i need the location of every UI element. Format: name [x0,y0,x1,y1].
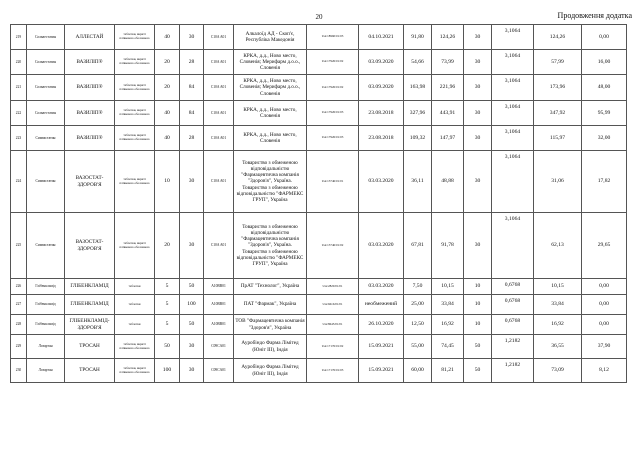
dosage-form-cell: таблетки, вкриті плівковою оболонкою [115,75,155,101]
pack-size-cell: 84 [180,101,204,126]
dose-cell: 5 [155,295,180,315]
pack-size-cell: 30 [180,335,204,359]
dosage-form-cell: таблетки, вкриті плівковою оболонкою [115,25,155,50]
dose-cell: 40 [155,25,180,50]
table-row [11,279,627,295]
registration-date-cell: 03.09.2020 [359,75,404,101]
retail-price-cell: 443,91 [432,101,464,126]
wholesale-price-cell: 109,32 [404,126,432,151]
reimbursement-rate-cell: 1,2182 [492,359,534,383]
registration-date-cell: 03.03.2020 [359,151,404,213]
atc-code-cell: C10A A01 [204,213,234,279]
wholesale-price-cell: 55,00 [404,335,432,359]
reimbursement-amount-cell: 31,06 [534,151,582,213]
inn-name-cell: Симвастатин [27,213,65,279]
manufacturer-cell: Ауробіндо Фарма Лімітед (Юніт III), Індія [234,335,307,359]
registration-number-cell: UA/17176/01/03 [307,359,359,383]
row-number-cell: 223 [11,126,27,151]
reimbursement-rate-cell: 3,1064 [492,126,534,151]
table-row [11,50,627,75]
atc-code-cell: C10A A01 [204,101,234,126]
dosage-form-cell: таблетки, вкриті плівковою оболонкою [115,101,155,126]
dosage-form-cell: таблетки, вкриті плівковою оболонкою [115,335,155,359]
reimbursement-rate-cell: 3,1064 [492,151,534,213]
manufacturer-cell: Ауробіндо Фарма Лімітед (Юніт III), Індія [234,359,307,383]
registration-date-cell: необмежений [359,295,404,315]
table-row [11,213,627,279]
registration-date-cell: 04.10.2021 [359,25,404,50]
dosage-form-cell: таблетки, вкриті плівковою оболонкою [115,213,155,279]
reimbursement-rate-cell: 3,1064 [492,213,534,279]
reimbursement-amount-cell: 33,84 [534,295,582,315]
inn-name-cell: Лозартан [27,359,65,383]
pack-size-cell: 30 [180,151,204,213]
trade-name-cell: ГЛІБЕНКЛАМІД [65,279,115,295]
registration-number-cell: UA/17926/01/03 [307,126,359,151]
markup-percent-cell: 30 [464,151,492,213]
registration-date-cell: 15.09.2021 [359,335,404,359]
trade-name-cell: ТРОСАН [65,359,115,383]
dose-cell: 50 [155,335,180,359]
wholesale-price-cell: 25,00 [404,295,432,315]
dose-cell: 40 [155,126,180,151]
copayment-amount-cell: 17,82 [582,151,627,213]
pack-size-cell: 28 [180,126,204,151]
registration-date-cell: 26.10.2020 [359,315,404,335]
atc-code-cell: A10BB01 [204,295,234,315]
registration-number-cell: UA/13746/01/02 [307,213,359,279]
wholesale-price-cell: 67,81 [404,213,432,279]
retail-price-cell: 221,96 [432,75,464,101]
inn-name-cell: Сольвестатин [27,101,65,126]
inn-name-cell: Симвастатин [27,151,65,213]
manufacturer-cell: КРКА, д.д., Ново место, Словенія [234,126,307,151]
dosage-form-cell: таблетки, вкриті плівковою оболонкою [115,126,155,151]
registration-number-cell: UA/6616/01/01 [307,295,359,315]
pack-size-cell: 30 [180,213,204,279]
trade-name-cell: ВАЗОСТАТ-ЗДОРОВ'Я [65,151,115,213]
reimbursement-rate-cell: 0,6768 [492,295,534,315]
wholesale-price-cell: 91,80 [404,25,432,50]
page-number: 20 [315,13,323,21]
table-row [11,151,627,213]
inn-name-cell: Симвастатин [27,126,65,151]
reimbursement-amount-cell: 124,26 [534,25,582,50]
pack-size-cell: 50 [180,315,204,335]
trade-name-cell: АЛЛЕСТАЙ [65,25,115,50]
reimbursement-rate-cell: 3,1064 [492,101,534,126]
wholesale-price-cell: 36,11 [404,151,432,213]
registration-date-cell: 03.03.2020 [359,279,404,295]
pack-size-cell: 28 [180,50,204,75]
manufacturer-cell: ПАТ "Фармак", Україна [234,295,307,315]
manufacturer-cell: ТОВ "Фармацевтична компанія "Здоров'я", Україна [234,315,307,335]
markup-percent-cell: 10 [464,315,492,335]
atc-code-cell: A10BB01 [204,279,234,295]
manufacturer-cell: Товариство з обмеженою відповідальністю "Фармацевтична компанія "Здоров'я", Україна. Товариство з обмеженою відповідальністю "ФАРМЕКС ГРУП", Україна [234,213,307,279]
table-row [11,126,627,151]
retail-price-cell: 91,78 [432,213,464,279]
dose-cell: 5 [155,279,180,295]
markup-percent-cell: 50 [464,335,492,359]
row-number-cell: 226 [11,279,27,295]
registration-date-cell: 15.09.2021 [359,359,404,383]
registration-number-cell: UA/13746/01/01 [307,151,359,213]
registration-date-cell: 23.08.2018 [359,101,404,126]
trade-name-cell: ВАЗОСТАТ-ЗДОРОВ'Я [65,213,115,279]
reimbursement-amount-cell: 16,92 [534,315,582,335]
manufacturer-cell: КРКА, д.д., Ново место, Словенія; Мерифарм д.о.о., Словенія [234,50,307,75]
dose-cell: 10 [155,151,180,213]
atc-code-cell: C09CA01 [204,335,234,359]
markup-percent-cell: 50 [464,359,492,383]
reimbursement-amount-cell: 115,97 [534,126,582,151]
inn-name-cell: Сольвестатин [27,25,65,50]
atc-code-cell: C10A A01 [204,75,234,101]
reimbursement-amount-cell: 73,09 [534,359,582,383]
trade-name-cell: ВАЗИЛІП® [65,126,115,151]
reimbursement-rate-cell: 0,6768 [492,315,534,335]
registration-number-cell: UA/8645/01/01 [307,315,359,335]
registration-number-cell: UA/2820/01/01 [307,279,359,295]
dosage-form-cell: таблетки [115,315,155,335]
dose-cell: 40 [155,101,180,126]
pack-size-cell: 30 [180,25,204,50]
dose-cell: 100 [155,359,180,383]
table-row [11,25,627,50]
pack-size-cell: 30 [180,359,204,383]
inn-name-cell: Сольвестатин [27,50,65,75]
reimbursement-rate-cell: 3,1064 [492,25,534,50]
retail-price-cell: 16,92 [432,315,464,335]
medicine-price-table [10,24,627,383]
wholesale-price-cell: 7,50 [404,279,432,295]
copayment-amount-cell: 16,00 [582,50,627,75]
table-row [11,295,627,315]
inn-name-cell: Лозартан [27,335,65,359]
wholesale-price-cell: 12,50 [404,315,432,335]
inn-name-cell: Глібенкламід [27,315,65,335]
dose-cell: 20 [155,50,180,75]
trade-name-cell: ГЛІБЕНКЛАМІД [65,295,115,315]
copayment-amount-cell: 0,00 [582,315,627,335]
row-number-cell: 225 [11,213,27,279]
wholesale-price-cell: 60,00 [404,359,432,383]
row-number-cell: 222 [11,101,27,126]
markup-percent-cell: 30 [464,25,492,50]
table-row [11,315,627,335]
dosage-form-cell: таблетки, вкриті плівковою оболонкою [115,50,155,75]
markup-percent-cell: 30 [464,101,492,126]
row-number-cell: 230 [11,359,27,383]
reimbursement-amount-cell: 10,15 [534,279,582,295]
copayment-amount-cell: 8,12 [582,359,627,383]
table-body [11,25,627,383]
dose-cell: 5 [155,315,180,335]
copayment-amount-cell: 0,00 [582,25,627,50]
copayment-amount-cell: 0,00 [582,279,627,295]
copayment-amount-cell: 0,00 [582,295,627,315]
atc-code-cell: A10BB01 [204,315,234,335]
row-number-cell: 220 [11,50,27,75]
markup-percent-cell: 10 [464,295,492,315]
registration-date-cell: 23.08.2018 [359,126,404,151]
reimbursement-amount-cell: 57,99 [534,50,582,75]
reimbursement-rate-cell: 0,6768 [492,279,534,295]
wholesale-price-cell: 327,96 [404,101,432,126]
atc-code-cell: C10A A01 [204,50,234,75]
manufacturer-cell: КРКА, д.д., Ново место, Словенія [234,101,307,126]
dosage-form-cell: таблетки, вкриті плівковою оболонкою [115,359,155,383]
row-number-cell: 219 [11,25,27,50]
pack-size-cell: 100 [180,295,204,315]
reimbursement-rate-cell: 3,1064 [492,50,534,75]
manufacturer-cell: Товариство з обмеженою відповідальністю "Фармацевтична компанія "Здоров'я", Україна. Товариство з обмеженою відповідальністю "ФАРМЕКС ГРУП", Україна [234,151,307,213]
wholesale-price-cell: 54,66 [404,50,432,75]
reimbursement-rate-cell: 1,2182 [492,335,534,359]
reimbursement-amount-cell: 36,55 [534,335,582,359]
dose-cell: 20 [155,213,180,279]
registration-number-cell: UA/17176/01/02 [307,335,359,359]
atc-code-cell: C10A A01 [204,25,234,50]
registration-number-cell: UA/17926/01/02 [307,50,359,75]
markup-percent-cell: 30 [464,126,492,151]
reimbursement-amount-cell: 347,92 [534,101,582,126]
retail-price-cell: 74,45 [432,335,464,359]
retail-price-cell: 10,15 [432,279,464,295]
dosage-form-cell: таблетки, вкриті плівковою оболонкою [115,151,155,213]
trade-name-cell: ВАЗИЛІП® [65,101,115,126]
dosage-form-cell: таблетки [115,279,155,295]
manufacturer-cell: Алкалоїд АД - Скоп'є, Республіка Македонія [234,25,307,50]
row-number-cell: 224 [11,151,27,213]
markup-percent-cell: 10 [464,279,492,295]
manufacturer-cell: ПрАТ "Технолог", Україна [234,279,307,295]
copayment-amount-cell: 29,65 [582,213,627,279]
retail-price-cell: 124,26 [432,25,464,50]
table-row [11,335,627,359]
inn-name-cell: Сольвестатин [27,75,65,101]
reimbursement-amount-cell: 62,13 [534,213,582,279]
copayment-amount-cell: 32,00 [582,126,627,151]
pack-size-cell: 50 [180,279,204,295]
atc-code-cell: C09CA01 [204,359,234,383]
registration-date-cell: 03.03.2020 [359,213,404,279]
dose-cell: 20 [155,75,180,101]
continuation-label: Продовження додатка [557,11,632,20]
row-number-cell: 228 [11,315,27,335]
registration-number-cell: UA/17926/01/02 [307,75,359,101]
reimbursement-rate-cell: 3,1064 [492,75,534,101]
table-row [11,359,627,383]
trade-name-cell: ГЛІБЕНКЛАМІД-ЗДОРОВ'Я [65,315,115,335]
retail-price-cell: 33,84 [432,295,464,315]
trade-name-cell: ВАЗИЛІП® [65,50,115,75]
registration-number-cell: UA/17926/01/03 [307,101,359,126]
manufacturer-cell: КРКА, д.д., Ново место, Словенія; Мерифарм д.о.о., Словенія [234,75,307,101]
copayment-amount-cell: 37,90 [582,335,627,359]
row-number-cell: 221 [11,75,27,101]
row-number-cell: 229 [11,335,27,359]
copayment-amount-cell: 95,99 [582,101,627,126]
trade-name-cell: ТРОСАН [65,335,115,359]
retail-price-cell: 73,99 [432,50,464,75]
atc-code-cell: C10A A01 [204,126,234,151]
inn-name-cell: Глібенкламід [27,279,65,295]
row-number-cell: 227 [11,295,27,315]
markup-percent-cell: 30 [464,213,492,279]
retail-price-cell: 147,97 [432,126,464,151]
pack-size-cell: 84 [180,75,204,101]
table-row [11,75,627,101]
registration-date-cell: 03.09.2020 [359,50,404,75]
markup-percent-cell: 30 [464,75,492,101]
copayment-amount-cell: 48,00 [582,75,627,101]
retail-price-cell: 48,88 [432,151,464,213]
registration-number-cell: UA/18960/01/03 [307,25,359,50]
wholesale-price-cell: 163,98 [404,75,432,101]
dosage-form-cell: таблетки [115,295,155,315]
inn-name-cell: Глібенкламід [27,295,65,315]
atc-code-cell: C10A A01 [204,151,234,213]
trade-name-cell: ВАЗИЛІП® [65,75,115,101]
markup-percent-cell: 30 [464,50,492,75]
retail-price-cell: 81,21 [432,359,464,383]
reimbursement-amount-cell: 173,96 [534,75,582,101]
table-row [11,101,627,126]
